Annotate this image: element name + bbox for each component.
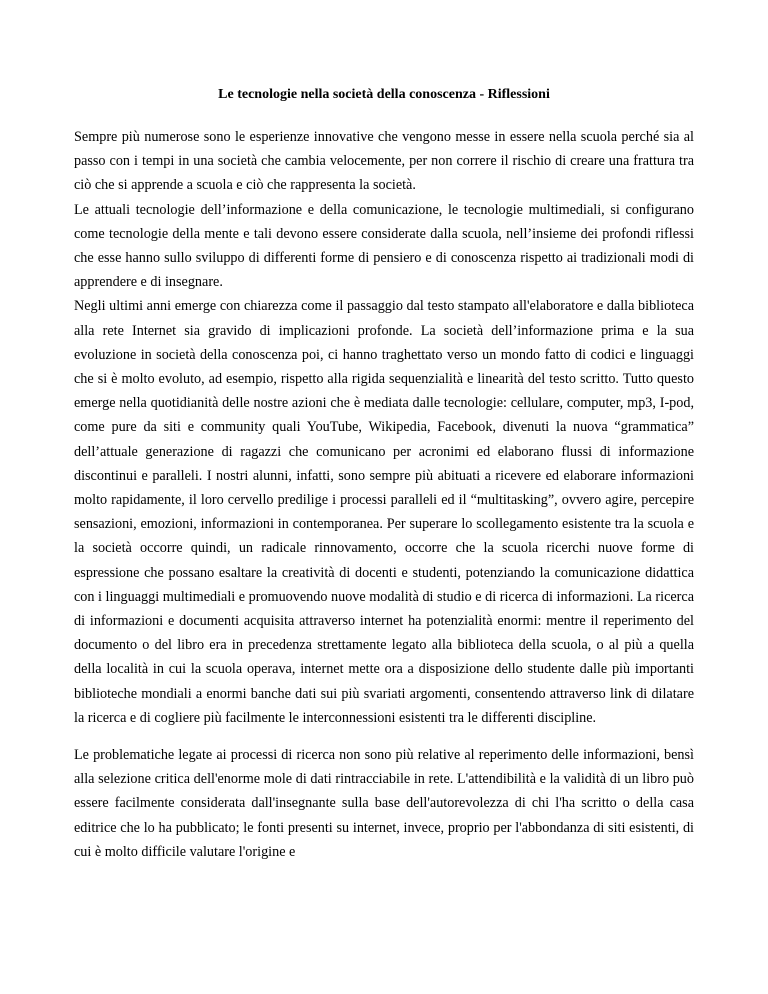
paragraph-mind-technologies: Le attuali tecnologie dell’informazione e della comunicazione, le tecnologie multimediali, si configurano come tecnologie della mente e tali devono essere considerate dalla scuola, nell’insieme dei profondi riflessi che esse hanno sullo sviluppo di differenti forme di pensiero e di conoscenza rispetto ai tradizionali modi di apprendere e di insegnare. — [74, 201, 694, 291]
paragraph-innovative-experiences: Sempre più numerose sono le esperienze innovative che vengono messe in essere nella scuola perché sia al passo con i tempi in una società che cambia velocemente, per non correre il rischio di creare una frattura tra ciò che si apprende a scuola e ciò che rappresenta la società. — [74, 129, 694, 194]
paragraph-research-problems: Le problematiche legate ai processi di ricerca non sono più relative al reperimento delle informazioni, bensì alla selezione critica dell'enorme mole di dati rintracciabile in rete. L'attendibilità e la validità di un libro può essere facilmente considerata dall'insegnante sulla base dell'autorevolezza di chi l'ha scritto o della casa editrice che lo ha pubblicato; le fonti presenti su internet, invece, proprio per l'abbondanza di siti esistenti, di cui è molto difficile valutare l'origine e — [74, 747, 694, 860]
document-title: Le tecnologie nella società della conoscenza - Riflessioni — [218, 87, 550, 102]
paragraph-knowledge-society: Negli ultimi anni emerge con chiarezza come il passaggio dal testo stampato all'elaboratore e dalla biblioteca alla rete Internet sia gravido di implicazioni profonde. La società dell’informazione prima e la sua evoluzione in società della conoscenza poi, ci hanno traghettato verso un mondo fatto di codici e linguaggi che si è molto evoluto, ad esempio, rispetto alla rigida sequenzialità e linearità del testo scritto. Tutto questo emerge nella quotidianità delle nostre azioni che è mediata dalle tecnologie: cellulare, computer, mp3, I-pod, come pure da siti e community quali YouTube, Wikipedia, Facebook, divenuti la nuova “grammatica” dell’attuale generazione di ragazzi che comunicano per acronimi ed elaborano flussi di informazione discontinui e paralleli. I nostri alunni, infatti, sono sempre più abituati a ricevere ed elaborare informazioni molto rapidamente, il loro cervello predilige i processi paralleli ed il “multitasking”, ovvero agire, percepire sensazioni, emozioni, informazioni in contemporanea. Per superare lo scollegamento esistente tra la scuola e la società occorre quindi, un radicale rinnovamento, occorre che la scuola ricerchi nuove forme di espressione che possano esaltare la creatività di docenti e studenti, potenziando la comunicazione didattica con i linguaggi multimediali e promuovendo nuove modalità di studio e di ricerca di informazioni. La ricerca di informazioni e documenti acquisita attraverso internet ha potenzialità enormi: mentre il reperimento del documento o del libro era in precedenza strettamente legato alla biblioteca della scuola, o al più a quella della località in cui la scuola operava, internet mette ora a disposizione dello studente dalle più importanti biblioteche mondiali a enormi banche dati sui più svariati argomenti, consentendo attraverso link di dilatare la ricerca e di cogliere più facilmente le interconnessioni esistenti tra le differenti discipline. — [74, 298, 694, 726]
document-page — [74, 0, 694, 864]
